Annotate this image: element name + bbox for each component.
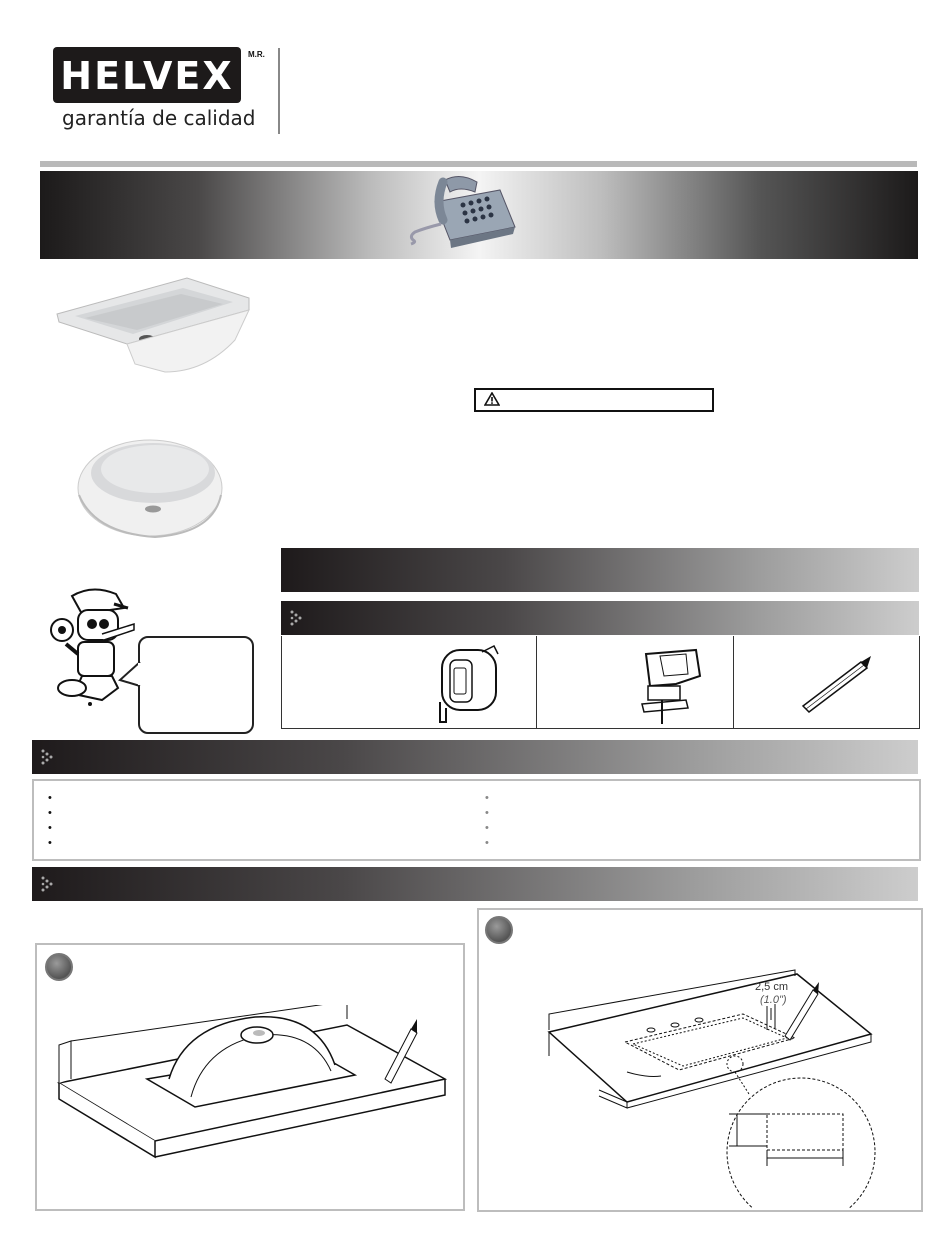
mascot-plumber-icon bbox=[42, 584, 137, 710]
bullet-dot: • bbox=[48, 792, 52, 804]
bullet-dot: • bbox=[48, 837, 52, 849]
brand-name: HELVEX bbox=[60, 54, 234, 98]
chevron-dots-icon bbox=[40, 748, 56, 766]
step-1-diagram bbox=[55, 1005, 451, 1175]
section-bar-features bbox=[32, 740, 918, 774]
tools-table bbox=[281, 636, 920, 729]
warning-triangle-icon bbox=[484, 392, 500, 406]
jigsaw-icon bbox=[636, 644, 706, 726]
svg-text:2,5 cm: 2,5 cm bbox=[755, 981, 789, 993]
bullet-dot: • bbox=[485, 837, 489, 849]
section-bar-installation bbox=[32, 867, 918, 901]
brand-tagline: garantía de calidad bbox=[62, 106, 256, 130]
step-2-panel bbox=[477, 908, 923, 1212]
bullet-dot: • bbox=[48, 807, 52, 819]
step-1-badge bbox=[45, 953, 73, 981]
svg-text:(1.0"): (1.0") bbox=[760, 994, 787, 1006]
tool-cell-pencil bbox=[733, 636, 918, 728]
tool-cell-tape bbox=[282, 636, 537, 728]
bullet-dot: • bbox=[485, 807, 489, 819]
bullet-dot: • bbox=[48, 822, 52, 834]
oval-sink-image bbox=[75, 433, 225, 539]
bullet-dot: • bbox=[485, 822, 489, 834]
telephone-icon bbox=[405, 172, 525, 258]
chevron-dots-icon bbox=[40, 875, 56, 893]
rectangular-sink-image bbox=[55, 272, 251, 374]
section-header-block bbox=[281, 548, 919, 592]
header-divider bbox=[278, 48, 280, 134]
tool-cell-jigsaw bbox=[536, 636, 734, 728]
tape-measure-icon bbox=[432, 642, 506, 726]
chevron-dots-icon bbox=[289, 609, 305, 627]
step-1-panel bbox=[35, 943, 465, 1211]
speech-bubble bbox=[138, 636, 254, 734]
warning-box bbox=[474, 388, 714, 412]
pencil-icon bbox=[797, 654, 873, 714]
speech-bubble-tail bbox=[118, 660, 142, 690]
section-bar-tools bbox=[281, 601, 919, 635]
header-rule bbox=[40, 161, 917, 167]
bullet-dot: • bbox=[485, 792, 489, 804]
step-2-diagram bbox=[479, 910, 919, 1208]
features-box bbox=[32, 779, 921, 861]
brand-registered-mark: M.R. bbox=[248, 50, 265, 59]
